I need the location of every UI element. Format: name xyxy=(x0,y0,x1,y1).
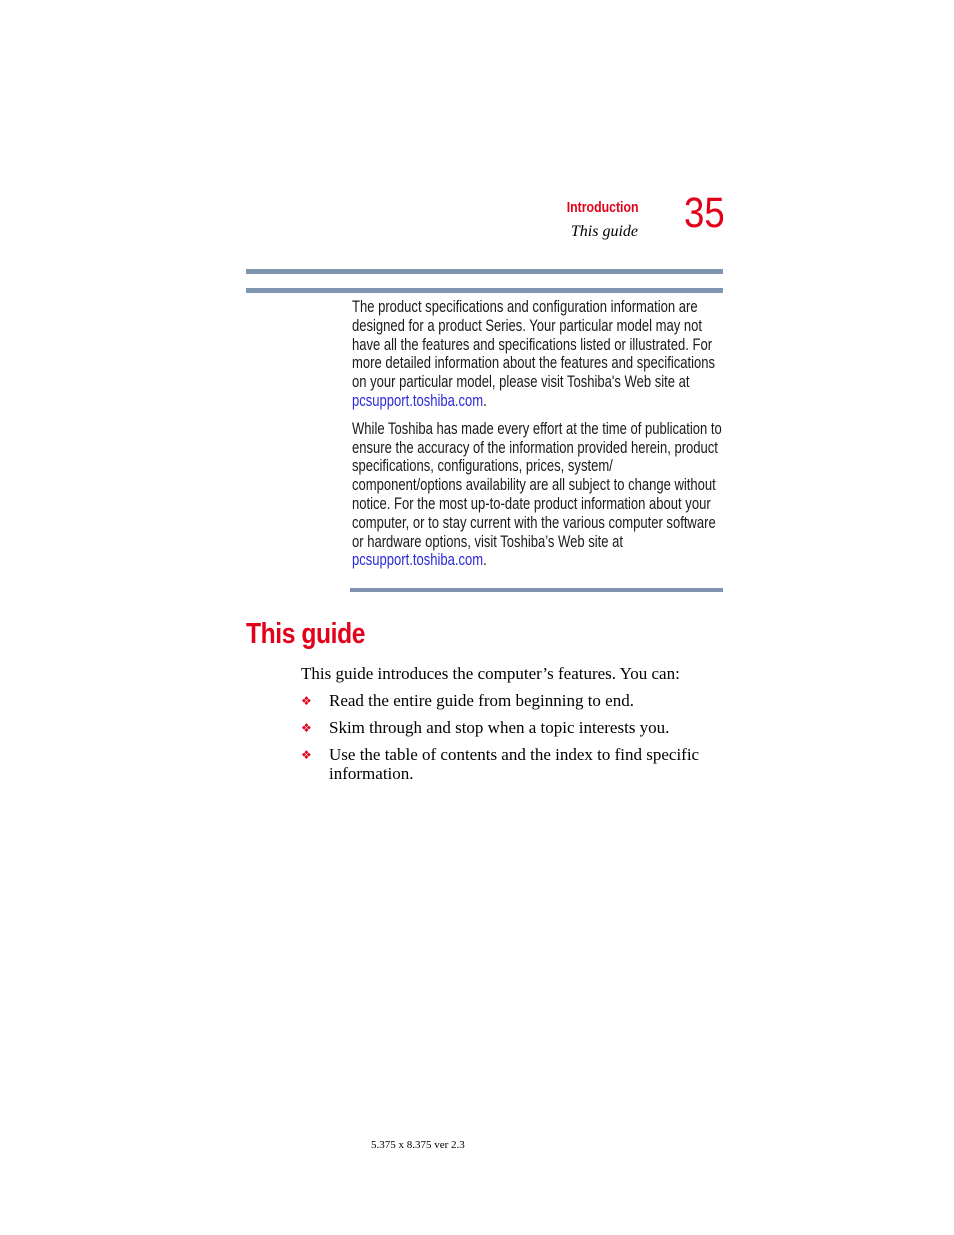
section-intro: This guide introduces the computer’s features. You can: xyxy=(301,664,680,683)
specification-note xyxy=(352,298,723,579)
note-divider xyxy=(350,588,723,592)
support-website-link-2[interactable]: pcsupport.toshiba.com xyxy=(352,551,484,570)
note-paragraph-2-text: While Toshiba has made every effort at the time of publication to ensure the accuracy of the information provided herein, product specifications, configurations, prices, system/ component/options availability are all subject to change without notice. For the most up-to-date product information about your computer, or to stay current with the various computer software or hardware options, visit Toshiba’s Web site at xyxy=(352,419,722,551)
list-item-text: Use the table of contents and the index to find specific information. xyxy=(329,745,700,783)
support-website-link[interactable]: pcsupport.toshiba.com xyxy=(352,391,484,410)
header-divider-bottom xyxy=(246,288,723,293)
list-item xyxy=(301,745,721,783)
list-item-text: Skim through and stop when a topic interests you. xyxy=(329,718,670,737)
section-heading: This guide xyxy=(246,618,365,650)
list-item-text: Read the entire guide from beginning to end. xyxy=(329,691,634,710)
note-paragraph-1-text: The product specifications and configuration information are designed for a product Series. Your particular model may not have all the features and specifications listed or illustrated. For more detailed information about the features and specifications on your particular model, please visit Toshiba's Web site at xyxy=(352,298,716,392)
diamond-bullet-icon: ❖ xyxy=(301,748,312,762)
note-paragraph-2 xyxy=(352,420,723,570)
diamond-bullet-icon: ❖ xyxy=(301,694,312,708)
list-item xyxy=(301,691,721,710)
note-paragraph-1 xyxy=(352,298,723,411)
page-footer: 5.375 x 8.375 ver 2.3 xyxy=(371,1139,465,1151)
usage-list xyxy=(301,691,721,791)
note-paragraph-1-end: . xyxy=(483,391,487,410)
list-item xyxy=(301,718,721,737)
diamond-bullet-icon: ❖ xyxy=(301,721,312,735)
note-paragraph-2-end: . xyxy=(483,551,487,570)
page-number: 35 xyxy=(684,189,725,237)
header-divider-top xyxy=(246,269,723,274)
running-header-subsection: This guide xyxy=(570,223,638,240)
running-header-section: Introduction xyxy=(566,199,638,216)
